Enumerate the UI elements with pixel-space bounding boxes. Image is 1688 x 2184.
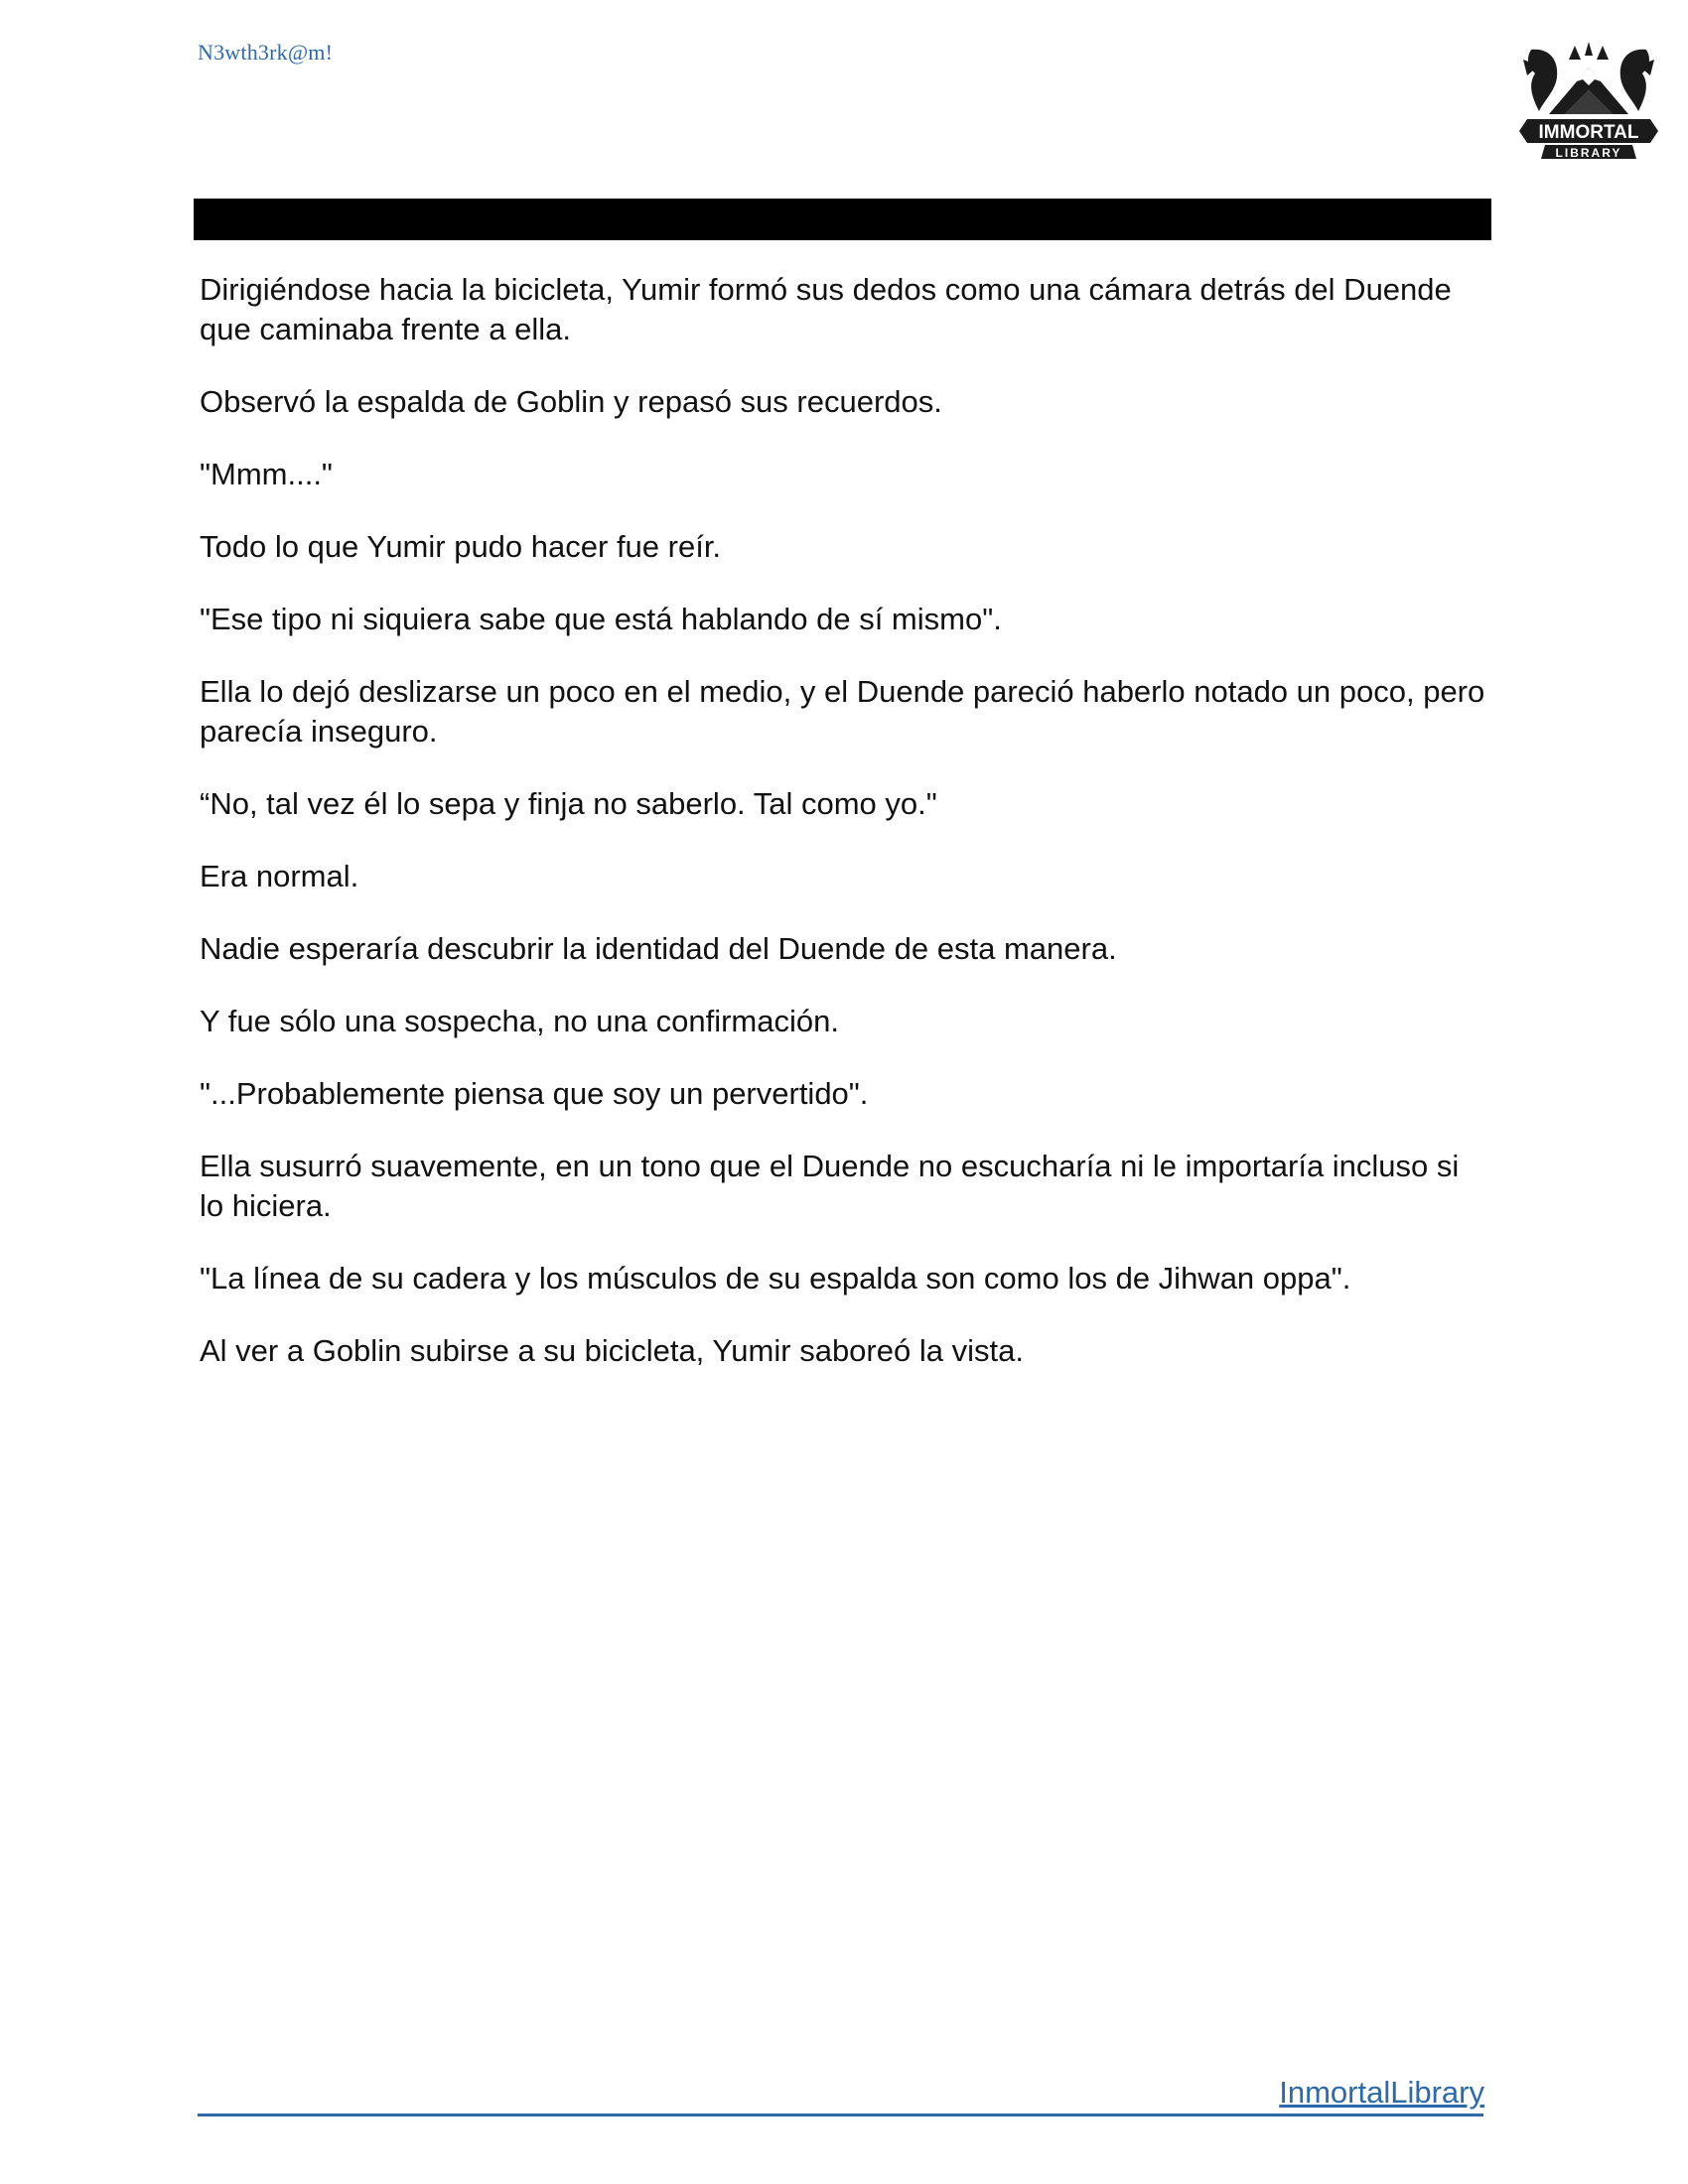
paragraph: "La línea de su cadera y los músculos de su espalda son como los de Jihwan oppa". xyxy=(200,1261,1351,1296)
header-code: N3wth3rk@m! xyxy=(198,40,334,65)
paragraph: Era normal. xyxy=(200,859,359,893)
logo-line1: IMMORTAL xyxy=(1538,122,1639,143)
paragraph: “No, tal vez él lo sepa y finja no saberlo. Tal como yo." xyxy=(200,786,937,821)
immortal-library-logo xyxy=(1509,20,1668,179)
logo-line2: LIBRARY xyxy=(1555,146,1622,160)
paragraph: Y fue sólo una sospecha, no una confirmación. xyxy=(200,1004,839,1038)
story-text xyxy=(200,270,1490,1404)
paragraph: Nadie esperaría descubrir la identidad del Duende de esta manera. xyxy=(200,931,1117,966)
paragraph: "Ese tipo ni siquiera sabe que está hablando de sí mismo". xyxy=(200,602,1002,636)
paragraph: Todo lo que Yumir pudo hacer fue reír. xyxy=(200,529,722,564)
paragraph: Dirigiéndose hacia la bicicleta, Yumir formó sus dedos como una cámara detrás del Duende que caminaba frente a ella. xyxy=(200,272,1452,346)
dragon-logo-icon xyxy=(1509,20,1668,179)
footer-library-link[interactable]: InmortalLibrary xyxy=(1279,2075,1484,2110)
paragraph: Al ver a Goblin subirse a su bicicleta, Yumir saboreó la vista. xyxy=(200,1333,1024,1368)
paragraph: Observó la espalda de Goblin y repasó sus recuerdos. xyxy=(200,384,942,419)
paragraph: Ella susurró suavemente, en un tono que el Duende no escucharía ni le importaría incluso si lo hiciera. xyxy=(200,1149,1460,1223)
paragraph: "Mmm...." xyxy=(200,457,333,491)
paragraph: Ella lo dejó deslizarse un poco en el medio, y el Duende pareció haberlo notado un poco, pero parecía inseguro. xyxy=(200,674,1485,749)
footer-divider xyxy=(198,2114,1483,2116)
redaction-bar xyxy=(194,199,1491,240)
paragraph: "...Probablemente piensa que soy un pervertido". xyxy=(200,1076,869,1111)
